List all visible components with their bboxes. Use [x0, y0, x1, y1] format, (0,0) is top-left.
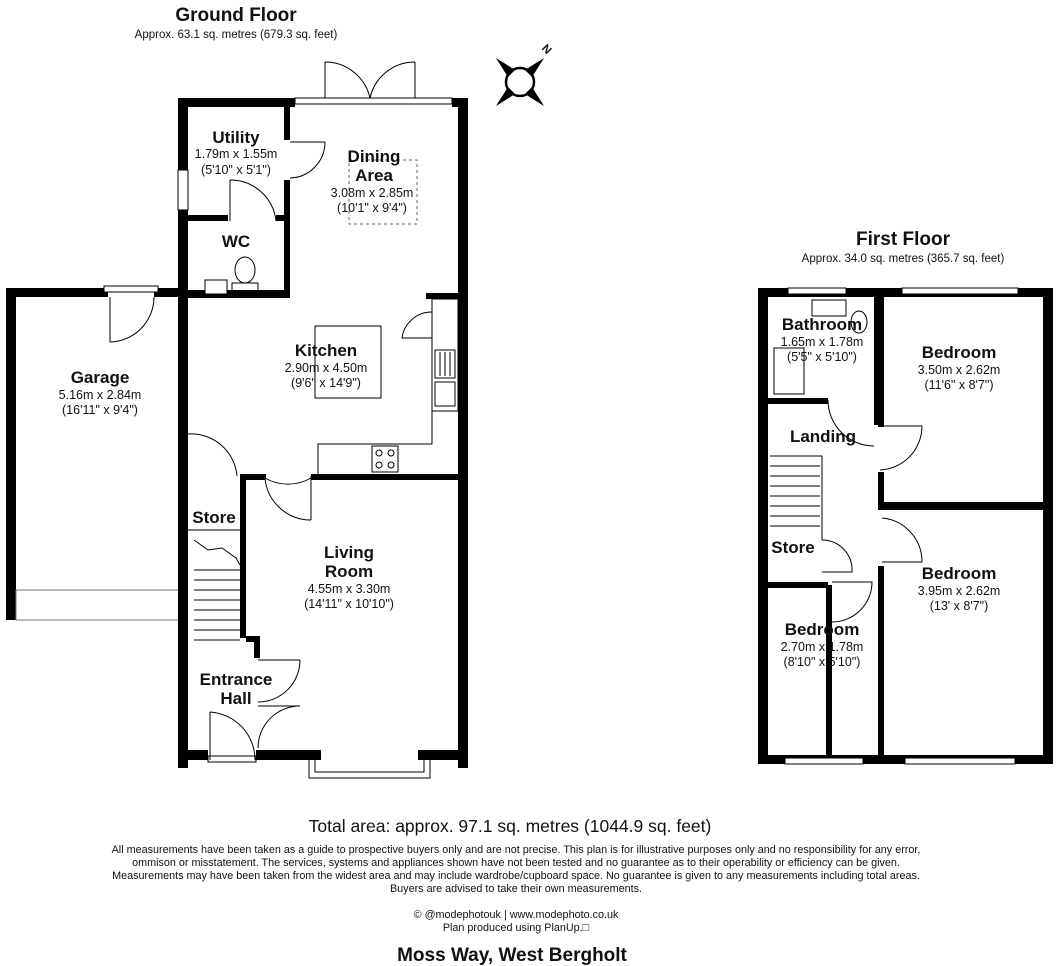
room-imperial: (14'11" x 10'10") — [304, 597, 394, 611]
front-door-opening — [208, 748, 256, 762]
compass-label: N — [539, 42, 554, 57]
ground-floor-title: Ground Floor — [175, 5, 297, 26]
ff-wall-bed3-east — [826, 585, 832, 755]
room-wc — [222, 232, 250, 251]
wc-basin — [205, 280, 227, 294]
wall-south-corner — [178, 750, 208, 760]
room-metric: 5.16m x 2.84m — [58, 388, 142, 402]
room-name: WC — [221, 232, 251, 251]
ff-wall-store-south — [768, 582, 828, 588]
first-floor-area: Approx. 34.0 sq. metres (365.7 sq. feet) — [801, 253, 1005, 265]
utility-window — [178, 170, 188, 210]
credits-line: Plan produced using PlanUp.□ — [442, 922, 590, 934]
wc-toilet — [235, 257, 255, 283]
credits-line: © @modephotouk | www.modephoto.co.uk — [413, 909, 619, 921]
wall-south-right — [418, 750, 468, 760]
ff-wall-bed2-west — [878, 566, 884, 758]
room-imperial: (16'11" x 9'4") — [62, 403, 138, 417]
room-metric: 4.55m x 3.30m — [307, 582, 391, 596]
room-name-line2: Room — [324, 562, 374, 581]
room-bedroom-2 — [918, 564, 1001, 613]
bedroom2-window — [905, 758, 1015, 764]
room-metric: 2.70m x 1.78m — [780, 640, 864, 654]
disclaimer-line: All measurements have been taken as a guide to prospective buyers only and are not precise. This plan is for illustrative purposes only and no responsibility for any error, — [111, 844, 921, 856]
room-imperial: (11'6" x 8'7") — [924, 378, 994, 392]
kitchen-worktop-south — [318, 411, 432, 476]
wall-south-left — [255, 750, 321, 760]
bay-window-outer — [309, 758, 430, 778]
stair-winder — [194, 540, 240, 565]
ff-wall-bed1-south — [878, 502, 1048, 510]
utility-door-opening — [283, 140, 291, 180]
patio-door-frame — [295, 98, 452, 104]
garage-door-swing — [110, 297, 154, 342]
wall-east — [458, 98, 468, 768]
garage-wall-west — [6, 288, 16, 620]
first-floor-title: First Floor — [856, 229, 950, 250]
bathroom-window — [788, 288, 846, 294]
ff-store-door — [822, 540, 852, 572]
ff-wall-west — [758, 288, 768, 764]
room-name: Landing — [789, 427, 857, 446]
hob-ring — [376, 450, 382, 456]
kitchen-sink — [435, 382, 455, 406]
disclaimer-line: Measurements may have been taken from the widest area and may include wardrobe/cupboard space. No guarantee is given to any measurements including total areas. — [112, 870, 920, 882]
ff-wall-east — [1043, 288, 1053, 764]
room-metric: 3.95m x 2.62m — [917, 584, 1001, 598]
garage-door — [16, 590, 186, 620]
ff-wall-bed1-west — [878, 297, 884, 427]
room-name: Living — [323, 543, 375, 562]
hall-door-swing-lower — [258, 706, 300, 748]
living-door-swing — [265, 476, 311, 484]
hob-ring — [388, 450, 394, 456]
disclaimer-line: Buyers are advised to take their own measurements. — [389, 883, 643, 895]
room-metric: 1.79m x 1.55m — [194, 147, 278, 161]
room-utility — [195, 128, 278, 177]
room-name: Kitchen — [294, 341, 358, 360]
bed2-door-swing — [882, 518, 922, 562]
room-metric: 3.08m x 2.85m — [330, 186, 414, 200]
room-metric: 3.50m x 2.62m — [917, 363, 1001, 377]
room-name: Bedroom — [784, 620, 860, 639]
ff-wall-bathroom-south — [768, 398, 828, 404]
bedroom3-window — [785, 758, 863, 764]
room-bathroom — [781, 315, 864, 364]
room-dining-area — [331, 147, 414, 215]
room-kitchen — [285, 341, 368, 390]
wc-cistern — [232, 283, 258, 291]
wall-kitchen-living — [311, 474, 461, 480]
room-imperial: (5'10" x 5'1") — [201, 163, 271, 177]
hob-ring — [388, 462, 394, 468]
room-store-first — [771, 538, 814, 557]
room-store — [192, 508, 235, 527]
room-name: Bedroom — [921, 564, 997, 583]
store-door-swing — [188, 434, 237, 476]
utility-door-swing — [290, 142, 325, 178]
garage-door-frame — [104, 286, 158, 292]
room-name: Entrance — [199, 670, 273, 689]
room-metric: 1.65m x 1.78m — [780, 335, 864, 349]
disclaimer-line: ommison or misstatement. The services, systems and appliances shown have not been tested and no guarantee as to their operability or efficiency can be given. — [132, 857, 900, 869]
bed1-door-swing — [880, 426, 922, 470]
bay-window-inner — [315, 758, 424, 772]
wc-door-opening — [228, 214, 276, 222]
property-address: Moss Way, West Bergholt — [397, 945, 627, 966]
wall-north-utility — [178, 98, 295, 107]
wall-stairs-east — [240, 474, 246, 638]
kitchen-hob — [372, 446, 398, 472]
room-imperial: (5'5" x 5'10") — [787, 350, 857, 364]
garage-wall-north — [6, 288, 188, 297]
bed3-door-swing — [832, 582, 872, 622]
ff-wall-bed1-west-low — [878, 472, 884, 508]
total-area: Total area: approx. 97.1 sq. metres (1044.9 sq. feet) — [308, 816, 712, 836]
patio-door-swing — [325, 62, 415, 98]
room-imperial: (9'6" x 14'9") — [291, 376, 361, 390]
room-name: Store — [771, 538, 815, 557]
ground-floor-area: Approx. 63.1 sq. metres (679.3 sq. feet) — [134, 29, 338, 41]
room-name-line2: Area — [355, 166, 393, 185]
room-name-line2: Hall — [220, 689, 252, 708]
kitchen-cupboard-door — [402, 312, 432, 338]
room-landing — [790, 427, 856, 446]
room-name: Utility — [212, 128, 260, 147]
room-imperial: (10'1" x 9'4") — [337, 201, 407, 215]
bathroom-basin — [812, 300, 846, 316]
room-bedroom-1 — [918, 343, 1001, 392]
room-name: Bedroom — [921, 343, 997, 362]
living-door-arc — [265, 476, 311, 520]
wall-wc-east — [284, 107, 290, 297]
room-name: Store — [192, 508, 236, 527]
room-name: Garage — [70, 368, 130, 387]
room-name: Dining — [347, 147, 401, 166]
wall-hall-stub — [254, 640, 260, 658]
room-bedroom-3 — [781, 620, 864, 669]
room-living-room — [304, 543, 394, 611]
room-garage — [59, 368, 142, 417]
compass — [472, 34, 568, 130]
room-imperial: (8'10" x 5'10") — [783, 655, 861, 669]
room-name: Bathroom — [781, 315, 863, 334]
bedroom1-window — [902, 288, 1018, 294]
room-imperial: (13' x 8'7") — [929, 599, 989, 613]
landing-stair-rail — [770, 456, 822, 540]
wall-kitchen-cupboard — [426, 293, 466, 299]
room-metric: 2.90m x 4.50m — [284, 361, 368, 375]
hob-ring — [376, 462, 382, 468]
